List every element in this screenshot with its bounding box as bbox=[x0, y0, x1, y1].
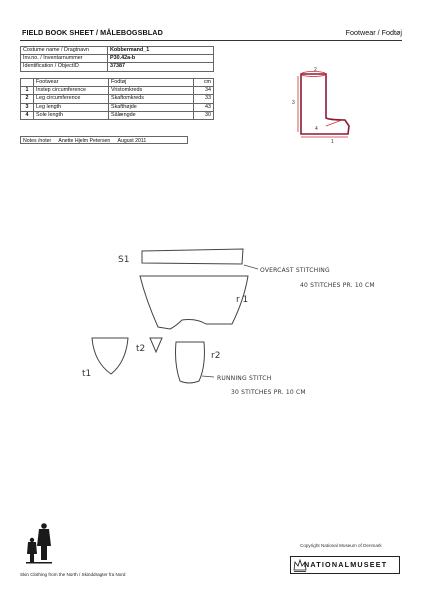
measure-en: Sole length bbox=[34, 111, 109, 119]
piece-r1-outline bbox=[140, 276, 248, 329]
measure-da: Skaftomkreds bbox=[109, 95, 194, 103]
meta-label: Costume name / Dragtnavn bbox=[21, 47, 108, 55]
piece-t1-label: t1 bbox=[82, 369, 92, 379]
overcast-count-note: 40 STITCHES PR. 10 CM bbox=[300, 282, 375, 289]
boot-diagram bbox=[292, 67, 349, 145]
measure-en: Leg circumference bbox=[34, 95, 109, 103]
measure-da: Skafthøjde bbox=[109, 103, 194, 111]
boot-outline bbox=[301, 74, 349, 134]
row-number: 2 bbox=[21, 95, 34, 103]
piece-r2-label: r2 bbox=[211, 351, 221, 361]
notes-author: Anette Hjelm Petersen bbox=[58, 138, 111, 144]
row-number: 1 bbox=[21, 87, 34, 95]
meta-value: Kobbermand_1 bbox=[108, 47, 214, 55]
measure-cm: 43 bbox=[194, 103, 214, 111]
boot-label-3: 3 bbox=[292, 100, 295, 106]
measure-cm: 34 bbox=[194, 87, 214, 95]
series-footer: Skin Clothing from the North / Skinddragter fra Nord bbox=[20, 572, 126, 577]
meta-value: P30.42a-b bbox=[108, 55, 214, 63]
measure-da: Sålængde bbox=[109, 111, 194, 119]
col-fodtoj-header: Fodtøj bbox=[109, 79, 194, 87]
running-pointer bbox=[202, 376, 214, 377]
row-number: 3 bbox=[21, 103, 34, 111]
measure-da: Vristomkreds bbox=[109, 87, 194, 95]
skin-clothing-figure-logo bbox=[26, 523, 52, 563]
running-note: RUNNING STITCH bbox=[217, 375, 272, 382]
museum-name: NATIONALMUSEET bbox=[304, 560, 388, 569]
piece-s1-outline bbox=[142, 249, 243, 264]
copyright-text: Copyright National Museum of Denmark bbox=[300, 543, 382, 548]
piece-s1-label: S1 bbox=[118, 255, 130, 265]
measure-en: Leg length bbox=[34, 103, 109, 111]
boot-label-4: 4 bbox=[315, 126, 318, 132]
sheet-title: FIELD BOOK SHEET / MÅLEBOGSBLAD bbox=[22, 28, 163, 37]
row-number: 4 bbox=[21, 111, 34, 119]
meta-label: Inv.no. / Inventarnummer bbox=[21, 55, 108, 63]
notes-label: Notes /noter bbox=[23, 138, 52, 144]
piece-t1-outline bbox=[92, 338, 128, 374]
piece-t2-outline bbox=[150, 338, 162, 352]
overcast-note: OVERCAST STITCHING bbox=[260, 267, 330, 274]
notes-date: August 2011 bbox=[117, 138, 147, 144]
measure-cm: 30 bbox=[194, 111, 214, 119]
overcast-pointer bbox=[244, 265, 258, 269]
piece-r1-label: r 1 bbox=[236, 295, 249, 305]
col-cm-header: cm bbox=[194, 79, 214, 87]
measure-cm: 33 bbox=[194, 95, 214, 103]
meta-label: Identification / ObjectID bbox=[21, 63, 108, 71]
category-label: Footwear / Fodtøj bbox=[345, 28, 402, 37]
boot-label-1: 1 bbox=[331, 139, 334, 145]
piece-r2-outline bbox=[176, 342, 205, 383]
measure-en: Instep circumference bbox=[34, 87, 109, 95]
piece-t2-label: t2 bbox=[136, 344, 146, 354]
boot-label-2: 2 bbox=[314, 67, 317, 73]
instep-marker bbox=[326, 120, 342, 126]
running-count-note: 30 STITCHES PR. 10 CM bbox=[231, 389, 306, 396]
col-footwear-header: Footwear bbox=[34, 79, 109, 87]
meta-value: 37387 bbox=[108, 63, 214, 71]
